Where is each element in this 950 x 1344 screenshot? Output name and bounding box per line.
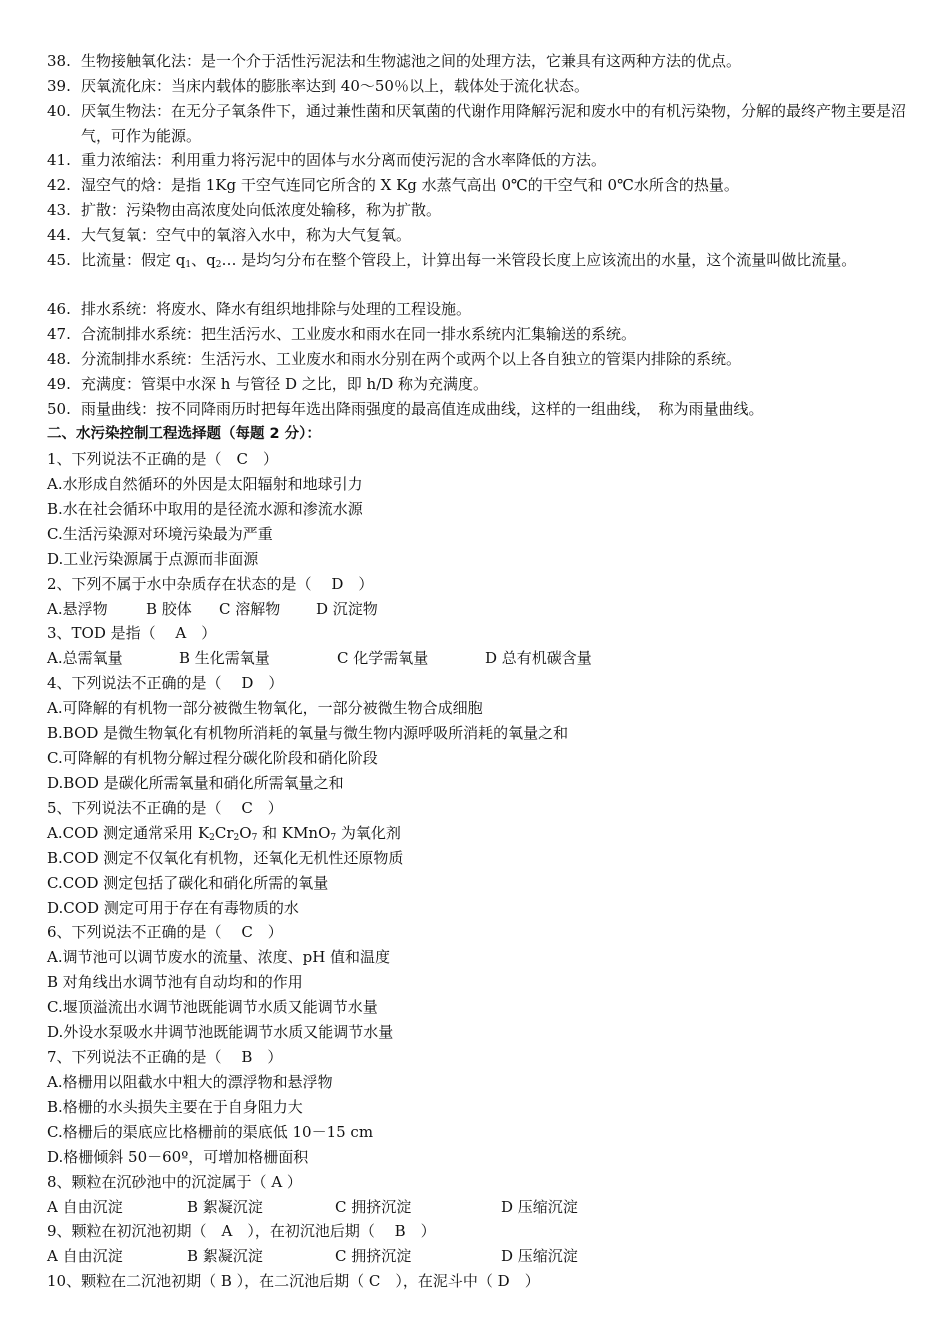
definition-text: 扩散：污染物由高浓度处向低浓度处输移，称为扩散。 bbox=[81, 201, 442, 219]
option-d: D 压缩沉淀 bbox=[501, 1247, 578, 1265]
option-d: D.COD 测定可用于存在有毒物质的水 bbox=[47, 899, 299, 917]
question-4: 4、下列说法不正确的是（ D ） bbox=[47, 674, 284, 692]
option-c: C.可降解的有机物分解过程分碳化阶段和硝化阶段 bbox=[47, 749, 378, 767]
definition-text: 厌氧流化床：当床内载体的膨胀率达到 40～50％以上，载体处于流化状态。 bbox=[81, 77, 589, 95]
option-c: C 拥挤沉淀 bbox=[335, 1198, 412, 1216]
option-d: D.外设水泵吸水井调节池既能调节水质又能调节水量 bbox=[47, 1023, 394, 1041]
item-number: 38. bbox=[47, 52, 71, 70]
definition-text: 充满度：管渠中水深 h 与管径 D 之比，即 h/D 称为充满度。 bbox=[81, 375, 489, 393]
option-c: C.格栅后的渠底应比格栅前的渠底低 10－15 cm bbox=[47, 1123, 374, 1141]
option-a: A.总需氧量 bbox=[47, 649, 123, 667]
item-number: 41. bbox=[47, 151, 71, 169]
option-c: C 溶解物 bbox=[219, 600, 281, 618]
option-a: A 自由沉淀 bbox=[47, 1247, 123, 1265]
option-b: B.COD 测定不仅氧化有机物，还氧化无机性还原物质 bbox=[47, 849, 404, 867]
item-number: 43. bbox=[47, 201, 71, 219]
item-number: 49. bbox=[47, 375, 71, 393]
option-d: D 压缩沉淀 bbox=[501, 1198, 578, 1216]
question-1: 1、下列说法不正确的是（ C ） bbox=[47, 450, 279, 468]
item-number: 46. bbox=[47, 300, 71, 318]
option-c: C.生活污染源对环境污染最为严重 bbox=[47, 525, 273, 543]
item-number: 44. bbox=[47, 226, 71, 244]
definition-text: 分流制排水系统：生活污水、工业废水和雨水分别在两个或两个以上各自独立的管渠内排除的系统。 bbox=[81, 350, 742, 368]
option-d: D.工业污染源属于点源而非面源 bbox=[47, 550, 259, 568]
option-a: A.调节池可以调节废水的流量、浓度、pH 值和温度 bbox=[47, 948, 391, 966]
option-a: A.可降解的有机物一部分被微生物氧化，一部分被微生物合成细胞 bbox=[47, 699, 483, 717]
option-b: B 胶体 bbox=[146, 600, 192, 618]
definition-text: 排水系统：将废水、降水有组织地排除与处理的工程设施。 bbox=[81, 300, 472, 318]
item-number: 42. bbox=[47, 176, 71, 194]
definition-text: 厌氧生物法：在无分子氧条件下，通过兼性菌和厌氧菌的代谢作用降解污泥和废水中的有机污染物，分解的最终产物主要是沼气，可作为能源。 bbox=[81, 102, 907, 145]
item-number: 39. bbox=[47, 77, 71, 95]
option-c: C 拥挤沉淀 bbox=[335, 1247, 412, 1265]
item-number: 45. bbox=[47, 251, 71, 269]
definition-text: 合流制排水系统：把生活污水、工业废水和雨水在同一排水系统内汇集输送的系统。 bbox=[81, 325, 637, 343]
option-b: B.BOD 是微生物氧化有机物所消耗的氧量与微生物内源呼吸所消耗的氧量之和 bbox=[47, 724, 569, 742]
option-d: D 沉淀物 bbox=[316, 600, 378, 618]
option-d: D.BOD 是碳化所需氧量和硝化所需氧量之和 bbox=[47, 774, 344, 792]
option-b: B.格栅的水头损失主要在于自身阻力大 bbox=[47, 1098, 303, 1116]
option-a: A 自由沉淀 bbox=[47, 1198, 123, 1216]
option-b: B 絮凝沉淀 bbox=[187, 1247, 263, 1265]
option-a: A.悬浮物 bbox=[47, 600, 108, 618]
definition-text: 雨量曲线：按不同降雨历时把每年选出降雨强度的最高值连成曲线，这样的一组曲线， 称为雨量曲线。 bbox=[81, 400, 764, 418]
option-d: D 总有机碳含量 bbox=[485, 649, 592, 667]
option-a: A.水形成自然循环的外因是太阳辐射和地球引力 bbox=[47, 475, 363, 493]
item-number: 47. bbox=[47, 325, 71, 343]
option-d: D.格栅倾斜 50－60º，可增加格栅面积 bbox=[47, 1148, 309, 1166]
definition-text: 大气复氧：空气中的氧溶入水中，称为大气复氧。 bbox=[81, 226, 412, 244]
definition-text: 重力浓缩法：利用重力将污泥中的固体与水分离而使污泥的含水率降低的方法。 bbox=[81, 151, 607, 169]
option-c: C.COD 测定包括了碳化和硝化所需的氧量 bbox=[47, 874, 329, 892]
question-5: 5、下列说法不正确的是（ C ） bbox=[47, 799, 283, 817]
question-9: 9、颗粒在初沉池初期（ A ），在初沉池后期（ B ） bbox=[47, 1222, 436, 1240]
item-number: 50. bbox=[47, 400, 71, 418]
definition-text: 生物接触氧化法：是一个介于活性污泥法和生物滤池之间的处理方法，它兼具有这两种方法的优点。 bbox=[81, 52, 742, 70]
option-c: C 化学需氧量 bbox=[337, 649, 429, 667]
option-b: B 絮凝沉淀 bbox=[187, 1198, 263, 1216]
section-heading: 二、水污染控制工程选择题（每题 2 分）： bbox=[47, 426, 321, 442]
question-6: 6、下列说法不正确的是（ C ） bbox=[47, 923, 283, 941]
item-number: 40. bbox=[47, 102, 71, 120]
option-b: B.水在社会循环中取用的是径流水源和渗流水源 bbox=[47, 500, 363, 518]
question-7: 7、下列说法不正确的是（ B ） bbox=[47, 1048, 283, 1066]
question-10: 10、颗粒在二沉池初期（ B ），在二沉池后期（ C ），在泥斗中（ D ） bbox=[47, 1272, 540, 1290]
option-a: A.格栅用以阻截水中粗大的漂浮物和悬浮物 bbox=[47, 1073, 333, 1091]
option-b: B 对角线出水调节池有自动均和的作用 bbox=[47, 973, 303, 991]
question-8: 8、颗粒在沉砂池中的沉淀属于（ A ） bbox=[47, 1173, 302, 1191]
definition-text: 比流量：假定 $q_1$、$q_2\dots$ 是均匀分布在整个管段上，计算出每一米管段长度上应该流出的水量，这个流量叫做比流量。 bbox=[81, 251, 857, 270]
option-b: B 生化需氧量 bbox=[179, 649, 270, 667]
option-c: C.堰顶溢流出水调节池既能调节水质又能调节水量 bbox=[47, 998, 378, 1016]
question-2: 2、下列不属于水中杂质存在状态的是（ D ） bbox=[47, 575, 374, 593]
option-a: A.COD 测定通常采用 $K_2Cr_2O_7$ 和 KMnO$_7$ 为氧化剂 bbox=[47, 824, 401, 843]
item-number: 48. bbox=[47, 350, 71, 368]
definition-text: 湿空气的焓：是指 1Kg 干空气连同它所含的 X Kg 水蒸气高出 0℃的干空气和 0℃水所含的热量。 bbox=[81, 176, 739, 194]
question-3: 3、TOD 是指（ A ） bbox=[47, 624, 217, 642]
